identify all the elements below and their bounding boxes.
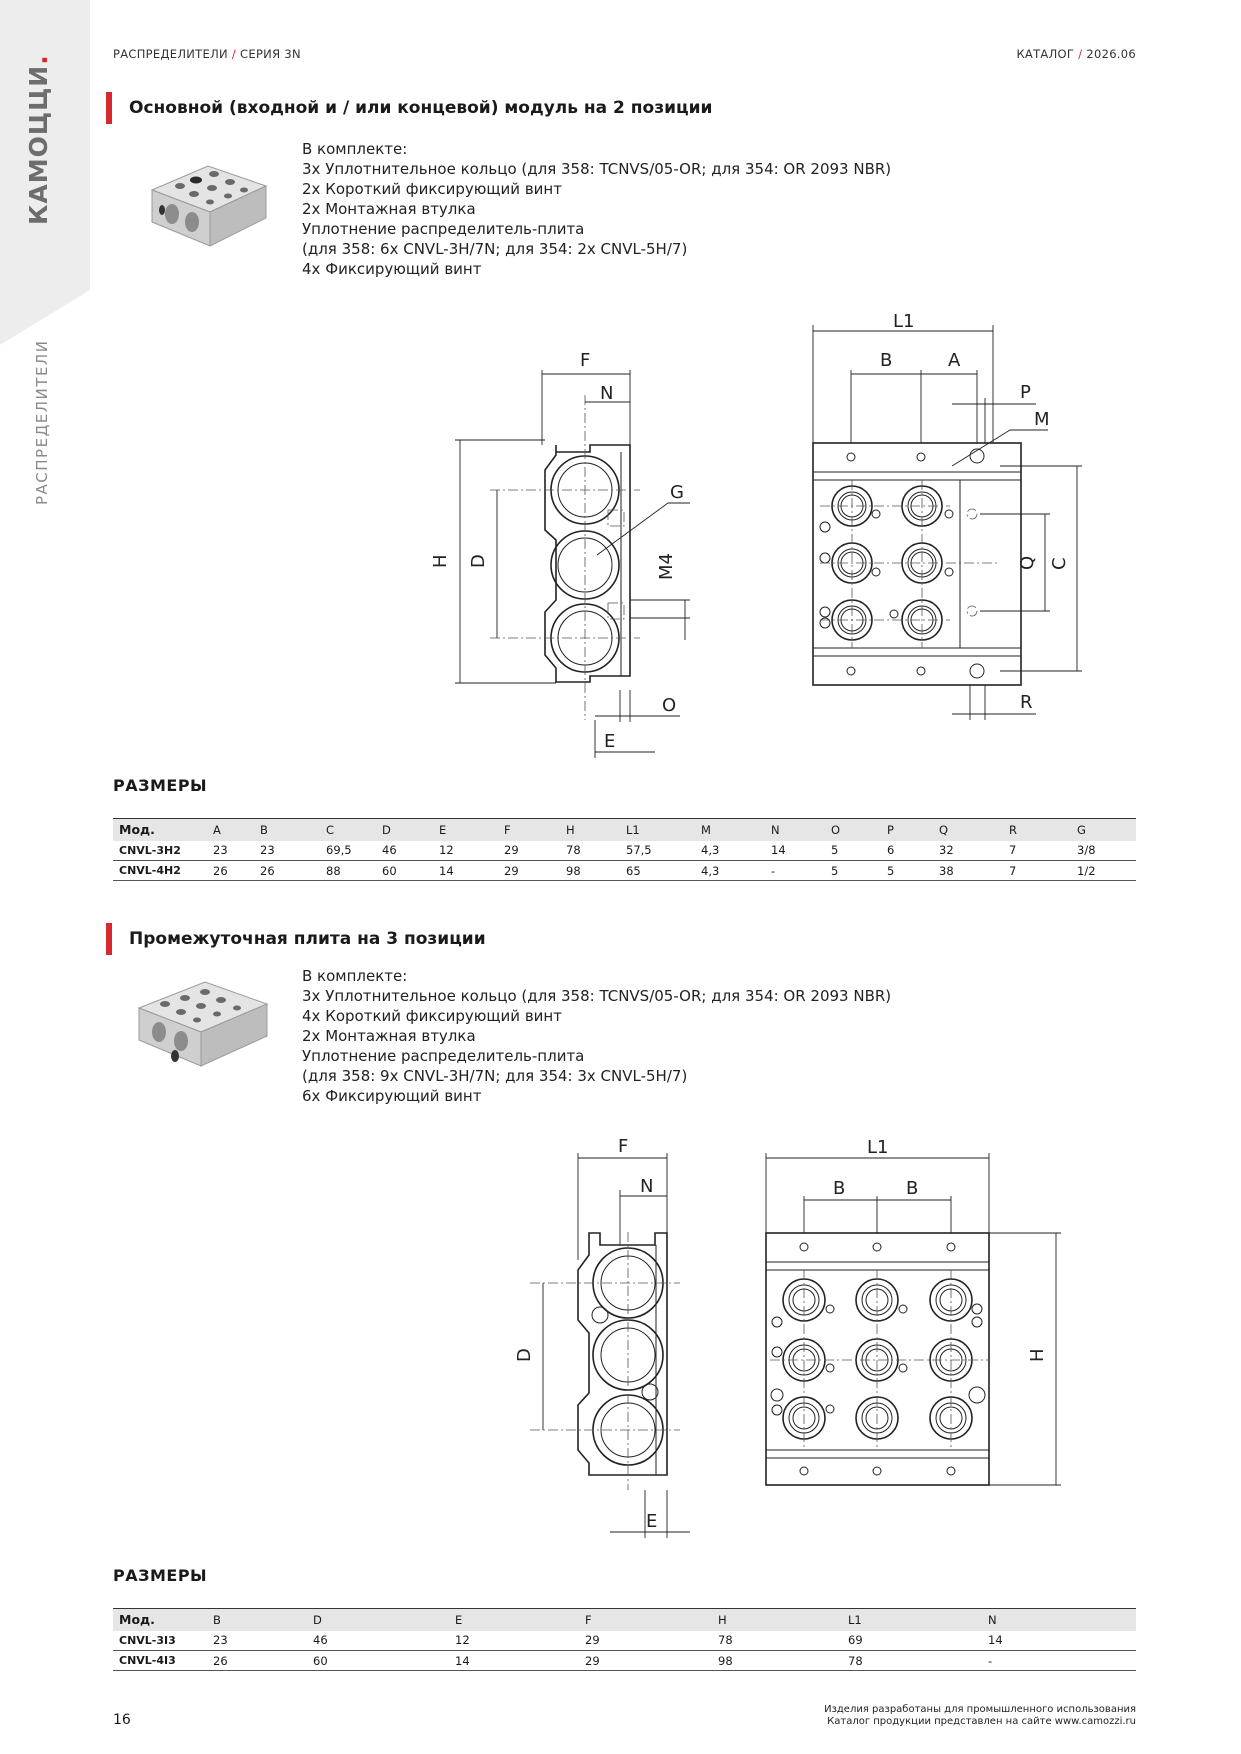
label-C: C xyxy=(1049,557,1070,570)
label-E-2: E xyxy=(646,1511,658,1532)
label-P: P xyxy=(1020,382,1031,403)
label-B2-2: B xyxy=(906,1178,919,1199)
table-header-row: Мод. B D E F H L1 N xyxy=(113,1609,1136,1631)
section1-title: Основной (входной и / или концевой) модуль на 2 позиции xyxy=(106,92,712,124)
label-H-2: H xyxy=(1027,1348,1048,1362)
table-row: CNVL-3H2 23 23 69,5 46 12 29 78 57,5 4,3 14 5 6 32 7 3/8 xyxy=(113,841,1136,861)
label-B1-2: B xyxy=(833,1178,846,1199)
sidebar-section-label: РАСПРЕДЕЛИТЕЛИ xyxy=(33,339,51,505)
label-D-2: D xyxy=(514,1348,535,1362)
section2-dims-title: РАЗМЕРЫ xyxy=(113,1566,208,1585)
label-E: E xyxy=(604,731,616,752)
table-row: CNVL-3I3 23 46 12 29 78 69 14 xyxy=(113,1631,1136,1651)
header-breadcrumb: РАСПРЕДЕЛИТЕЛИ / СЕРИЯ 3N xyxy=(113,47,301,61)
label-H: H xyxy=(430,554,451,568)
label-D: D xyxy=(468,554,489,568)
page-number: 16 xyxy=(113,1712,131,1728)
header-catalog: КАТАЛОГ / 2026.06 xyxy=(1016,47,1136,61)
label-R: R xyxy=(1020,692,1033,713)
table-row: CNVL-4I3 26 60 14 29 98 78 - xyxy=(113,1651,1136,1671)
label-Q: Q xyxy=(1017,555,1038,570)
label-B: B xyxy=(880,350,893,371)
section2-title: Промежуточная плита на 3 позиции xyxy=(106,923,486,955)
section2-kit-list: В комплекте: 3x Уплотнительное кольцо (для 358: TCNVS/05-OR; для 354: OR 2093 NBR) 4x Короткий фиксирующий винт 2x Монтажная втулка Уплотнение распределитель-плита (для 358: 9x CNVL-3H/7N; для 354: 3x CNVL-5H/7) 6x Фиксирующий винт xyxy=(302,967,892,1105)
label-F: F xyxy=(580,350,591,371)
label-L1-2: L1 xyxy=(867,1137,889,1158)
label-M: M xyxy=(1034,409,1050,430)
label-N-2: N xyxy=(640,1176,654,1197)
label-N: N xyxy=(600,383,614,404)
table-row: CNVL-4H2 26 26 88 60 14 29 98 65 4,3 - 5 5 38 7 1/2 xyxy=(113,861,1136,881)
label-F-2: F xyxy=(618,1136,629,1157)
label-M4: M4 xyxy=(656,553,677,580)
section1-dims-title: РАЗМЕРЫ xyxy=(113,776,208,795)
section1-kit-list: В комплекте: 3x Уплотнительное кольцо (для 358: TCNVS/05-OR; для 354: OR 2093 NBR) 2x Короткий фиксирующий винт 2x Монтажная втулка Уплотнение распределитель-плита (для 358: 6x CNVL-3H/7N; для 354: 2x CNVL-5H/7) 4x Фиксирующий винт xyxy=(302,140,892,278)
label-A: A xyxy=(948,350,961,371)
label-O: O xyxy=(662,695,677,716)
section2-dims-table xyxy=(113,1608,1136,1671)
label-G: G xyxy=(670,482,684,503)
label-L1: L1 xyxy=(893,311,915,332)
brand-logo: КАМОЦЦИ. xyxy=(24,54,53,225)
footer-note: Изделия разработаны для промышленного использования Каталог продукции представлен на сайте www.camozzi.ru xyxy=(824,1704,1136,1727)
table-header-row: Мод. A B C D E F H L1 M N O P Q R G xyxy=(113,819,1136,841)
